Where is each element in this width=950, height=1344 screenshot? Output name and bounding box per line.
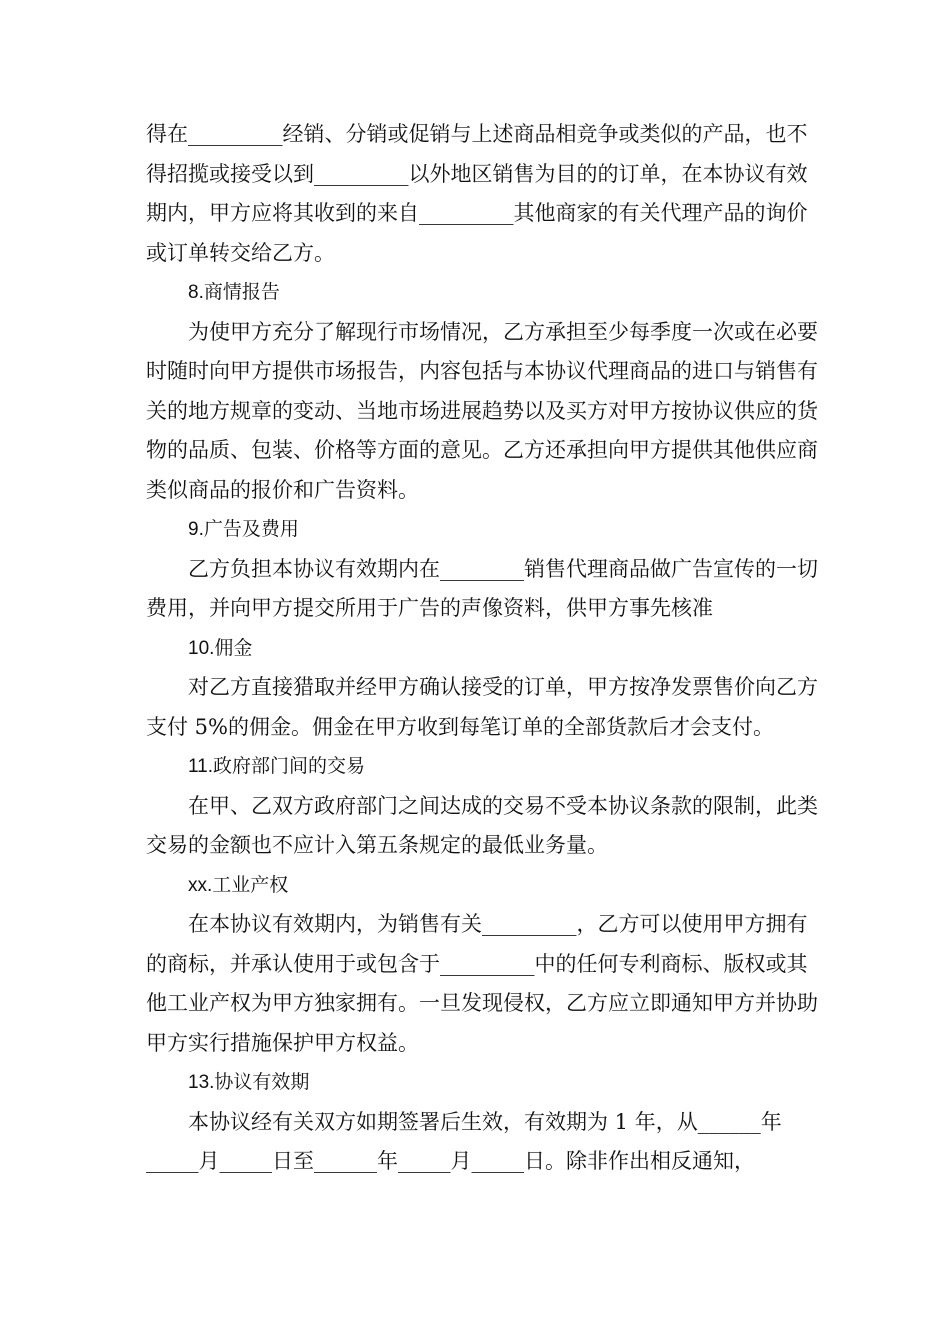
section-heading-advertising: 9.广告及费用 xyxy=(188,519,299,540)
paragraph-validity: 本协议经有关双方如期签署后生效，有效期为 1 年，从______年_____月_____日至______年_____月_____日。除非作出相反通知， xyxy=(146,1109,782,1173)
section-heading-industrial-property: xx.工业产权 xyxy=(188,874,289,896)
paragraph-industrial-property: 在本协议有效期内，为销售有关_________，乙方可以使用甲方拥有的商标，并承认使用于或包含于_________中的任何专利商标、版权或其他工业产权为甲方独家拥有。一旦发现侵权，乙方应立即通知甲方并协助甲方实行措施保护甲方权益。 xyxy=(146,912,818,1055)
paragraph-market-report: 为使甲方充分了解现行市场情况，乙方承担至少每季度一次或在必要时随时向甲方提供市场报告，内容包括与本协议代理商品的进口与销售有关的地方规章的变动、当地市场进展趋势以及买方对甲方按协议供应的货物的品质、包装、价格等方面的意见。乙方还承担向甲方提供其他供应商类似商品的报价和广告资料。 xyxy=(146,319,818,502)
section-heading-commission: 10.佣金 xyxy=(188,637,253,659)
section-heading-validity: 13.协议有效期 xyxy=(188,1072,310,1093)
paragraph-exclusivity-continued: 得在_________经销、分销或促销与上述商品相竞争或类似的产品，也不得招揽或接受以到_________以外地区销售为目的的订单，在本协议有效期内，甲方应将其收到的来自_________其他商家的有关代理产品的询价或订单转交给乙方。 xyxy=(146,122,808,265)
section-heading-government-trade: 11.政府部门间的交易 xyxy=(188,756,366,777)
paragraph-commission: 对乙方直接猎取并经甲方确认接受的订单，甲方按净发票售价向乙方支付 5%的佣金。佣金在甲方收到每笔订单的全部货款后才会支付。 xyxy=(146,675,818,739)
paragraph-advertising: 乙方负担本协议有效期内在________销售代理商品做广告宣传的一切费用，并向甲方提交所用于广告的声像资料，供甲方事先核准 xyxy=(146,556,818,620)
section-heading-market-report: 8.商情报告 xyxy=(188,282,280,303)
document-page xyxy=(146,115,826,1182)
paragraph-government-trade: 在甲、乙双方政府部门之间达成的交易不受本协议条款的限制，此类交易的金额也不应计入第五条规定的最低业务量。 xyxy=(146,793,818,857)
